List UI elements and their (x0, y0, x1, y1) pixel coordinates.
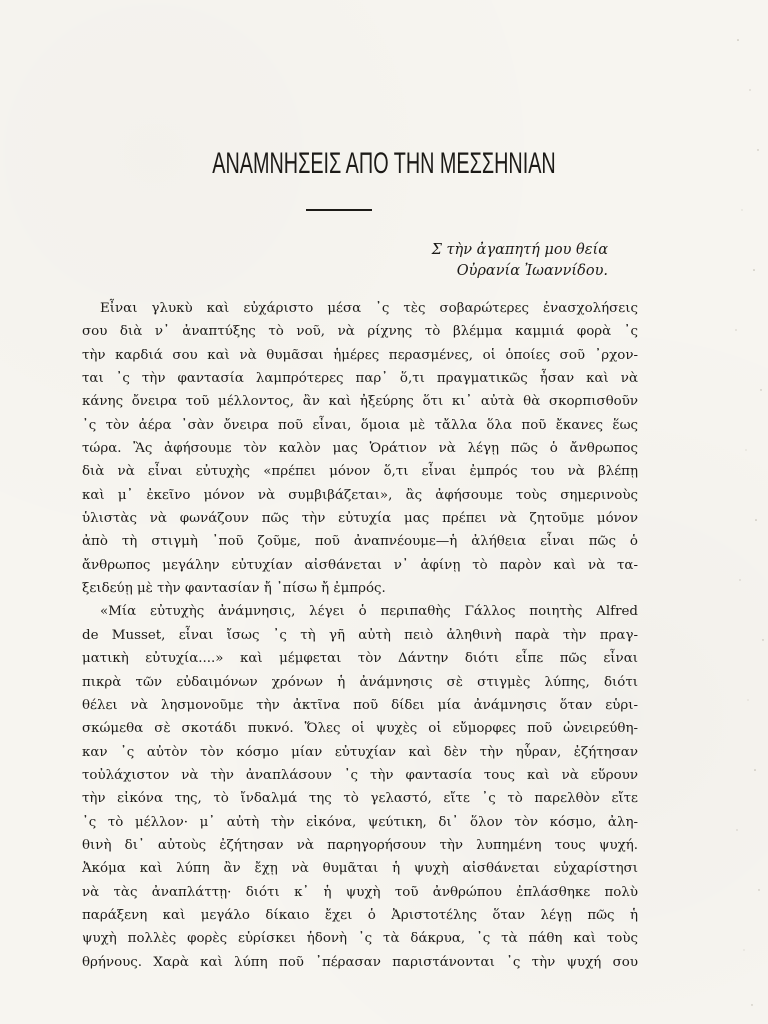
body-text (82, 297, 638, 974)
text-line: καν ᾿ς αὐτὸν τὸν κόσμο μίαν εὐτυχίαν καὶ δὲν τὴν ηὗραν, ἐζήτησαν (82, 744, 638, 760)
text-line: τοὐλάχιστον νὰ τὴν ἀναπλάσουν ᾿ς τὴν φαντασία τους καὶ νὰ εὕρουν (82, 767, 638, 783)
text-line: ματικὴ εὐτυχία....» καὶ μέμφεται τὸν Δάντην διότι εἶπε πῶς εἶναι (82, 651, 638, 667)
text-line: ὑλιστὰς νὰ φωνάζουν πῶς τὴν εὐτυχία μας πρέπει νὰ ζητοῦμε μόνον (82, 511, 638, 527)
text-line: καὶ μ᾿ ἐκεῖνο μόνον νὰ συμβιβάζεται», ἂς ἀφήσουμε τοὺς σημερινοὺς (82, 487, 638, 503)
text-line: ἀπὸ τὴ στιγμὴ ᾿ποῦ ζοῦμε, ποῦ ἀναπνέουμε—ἡ ἀλήθεια εἶναι πῶς ὁ (82, 534, 638, 550)
text-line: κάνης ὄνειρα τοῦ μέλλοντος, ἂν καὶ ἠξεύρης ὅτι κι᾿ αὐτὰ θὰ σκορπισθοῦν (82, 394, 638, 410)
text-line: σου διὰ ν᾿ ἀναπτύξης τὸ νοῦ, νὰ ρίχνης τὸ βλέμμα καμμιά φορὰ ᾿ς (82, 324, 638, 340)
dedication-line-1: Σ τὴν ἀγαπητή μου θεία (431, 242, 608, 258)
text-line: θινὴ δι᾿ αὐτοὺς ἐζήτησαν νὰ παρηγορήσουν τὴν λυπημένη τους ψυχή. (82, 837, 638, 853)
dedication (432, 240, 608, 282)
scan-noise (728, 0, 768, 1024)
text-line: θρήνους. Χαρὰ καὶ λύπη ποῦ ᾿πέρασαν παριστάνονται ᾿ς τὴν ψυχή σου (82, 954, 638, 970)
text-line: διὰ νὰ εἶναι εὐτυχὴς «πρέπει μόνον ὅ,τι εἶναι ἐμπρός του νὰ βλέπῃ (82, 464, 638, 480)
text-line: ἄνθρωπος μεγάλην εὐτυχίαν αἰσθάνεται ν᾿ ἀφίνῃ τὸ παρὸν καὶ νὰ τα- (82, 557, 638, 573)
text-line: ᾿ς τὸ μέλλον· μ᾿ αὐτὴ τὴν εἰκόνα, ψεύτικη, δι᾿ ὅλον τὸν κόσμο, ἀλη- (82, 814, 638, 830)
text-line: de Musset, εἶναι ἴσως ᾿ς τὴ γῆ αὐτὴ πειὸ ἀληθινὴ παρὰ τὴν πραγ- (82, 627, 638, 643)
dedication-line-2: Οὐρανία Ἰωαννίδου. (456, 263, 608, 279)
text-line: ᾿ς τὸν ἀέρα ᾿σὰν ὄνειρα ποῦ εἶναι, ὅμοια μὲ τἄλλα ὅλα ποῦ ἔκανες ἕως (82, 417, 638, 433)
text-line: «Μία εὐτυχὴς ἀνάμνησις, λέγει ὁ περιπαθὴς Γάλλος ποιητὴς Alfred (100, 604, 638, 620)
text-line: ξειδεύῃ μὲ τὴν φαντασίαν ἤ ᾿πίσω ἤ ἐμπρός. (82, 581, 386, 597)
text-line: Εἶναι γλυκὺ καὶ εὐχάριστο μέσα ᾿ς τὲς σοβαρώτερες ἐνασχολήσεις (100, 301, 638, 316)
text-line: σκώμεθα σὲ σκοτάδι πυκνό. Ὅλες οἱ ψυχὲς οἱ εὔμορφες ποῦ ὠνειρεύθη- (82, 721, 638, 737)
text-line: νὰ τὰς ἀναπλάττῃ· διότι κ᾿ ἡ ψυχὴ τοῦ ἀνθρώπου ἐπλάσθηκε πολὺ (82, 884, 638, 900)
text-line: πικρὰ τῶν εὐδαιμόνων χρόνων ἡ ἀνάμνησις σὲ στιγμὲς λύπης, διότι (82, 674, 638, 690)
text-line: θέλει νὰ λησμονοῦμε τὴν ἀκτῖνα ποῦ δίδει μία ἀνάμνησις ὅταν εὑρι- (82, 697, 638, 713)
text-line: τὴν καρδιά σου καὶ νὰ θυμᾶσαι ἡμέρες περασμένες, οἱ ὁποίες σοῦ ᾿ρχον- (82, 347, 638, 363)
page-title: ΑΝΑΜΝΗΣΕΙΣ ΑΠΟ ΤΗΝ ΜΕΣΣΗΝΙΑΝ (212, 147, 556, 180)
text-line: ψυχὴ πολλὲς φορὲς εὑρίσκει ἡδονὴ ᾿ς τὰ δάκρυα, ᾿ς τὰ πάθη καὶ τοὺς (82, 931, 638, 947)
text-line: τώρα. Ἂς ἀφήσουμε τὸν καλὸν μας Ὁράτιον νὰ λέγῃ πῶς ὁ ἄνθρωπος (82, 441, 638, 457)
text-line: Ἀκόμα καὶ λύπη ἂν ἔχῃ νὰ θυμᾶται ἡ ψυχὴ αἰσθάνεται εὐχαρίστησι (82, 861, 638, 877)
text-line: παράξενη καὶ μεγάλο δίκαιο ἔχει ὁ Ἀριστοτέλης ὅταν λέγῃ πῶς ἡ (82, 907, 638, 923)
text-line: τὴν εἰκόνα της, τὸ ἴνδαλμά της τὸ γελαστό, εἴτε ᾿ς τὸ παρελθὸν εἴτε (82, 791, 638, 807)
title-divider (306, 209, 372, 211)
text-line: ται ᾿ς τὴν φαντασία λαμπρότερες παρ᾿ ὅ,τι πραγματικῶς ἦσαν καὶ νὰ (82, 371, 638, 387)
